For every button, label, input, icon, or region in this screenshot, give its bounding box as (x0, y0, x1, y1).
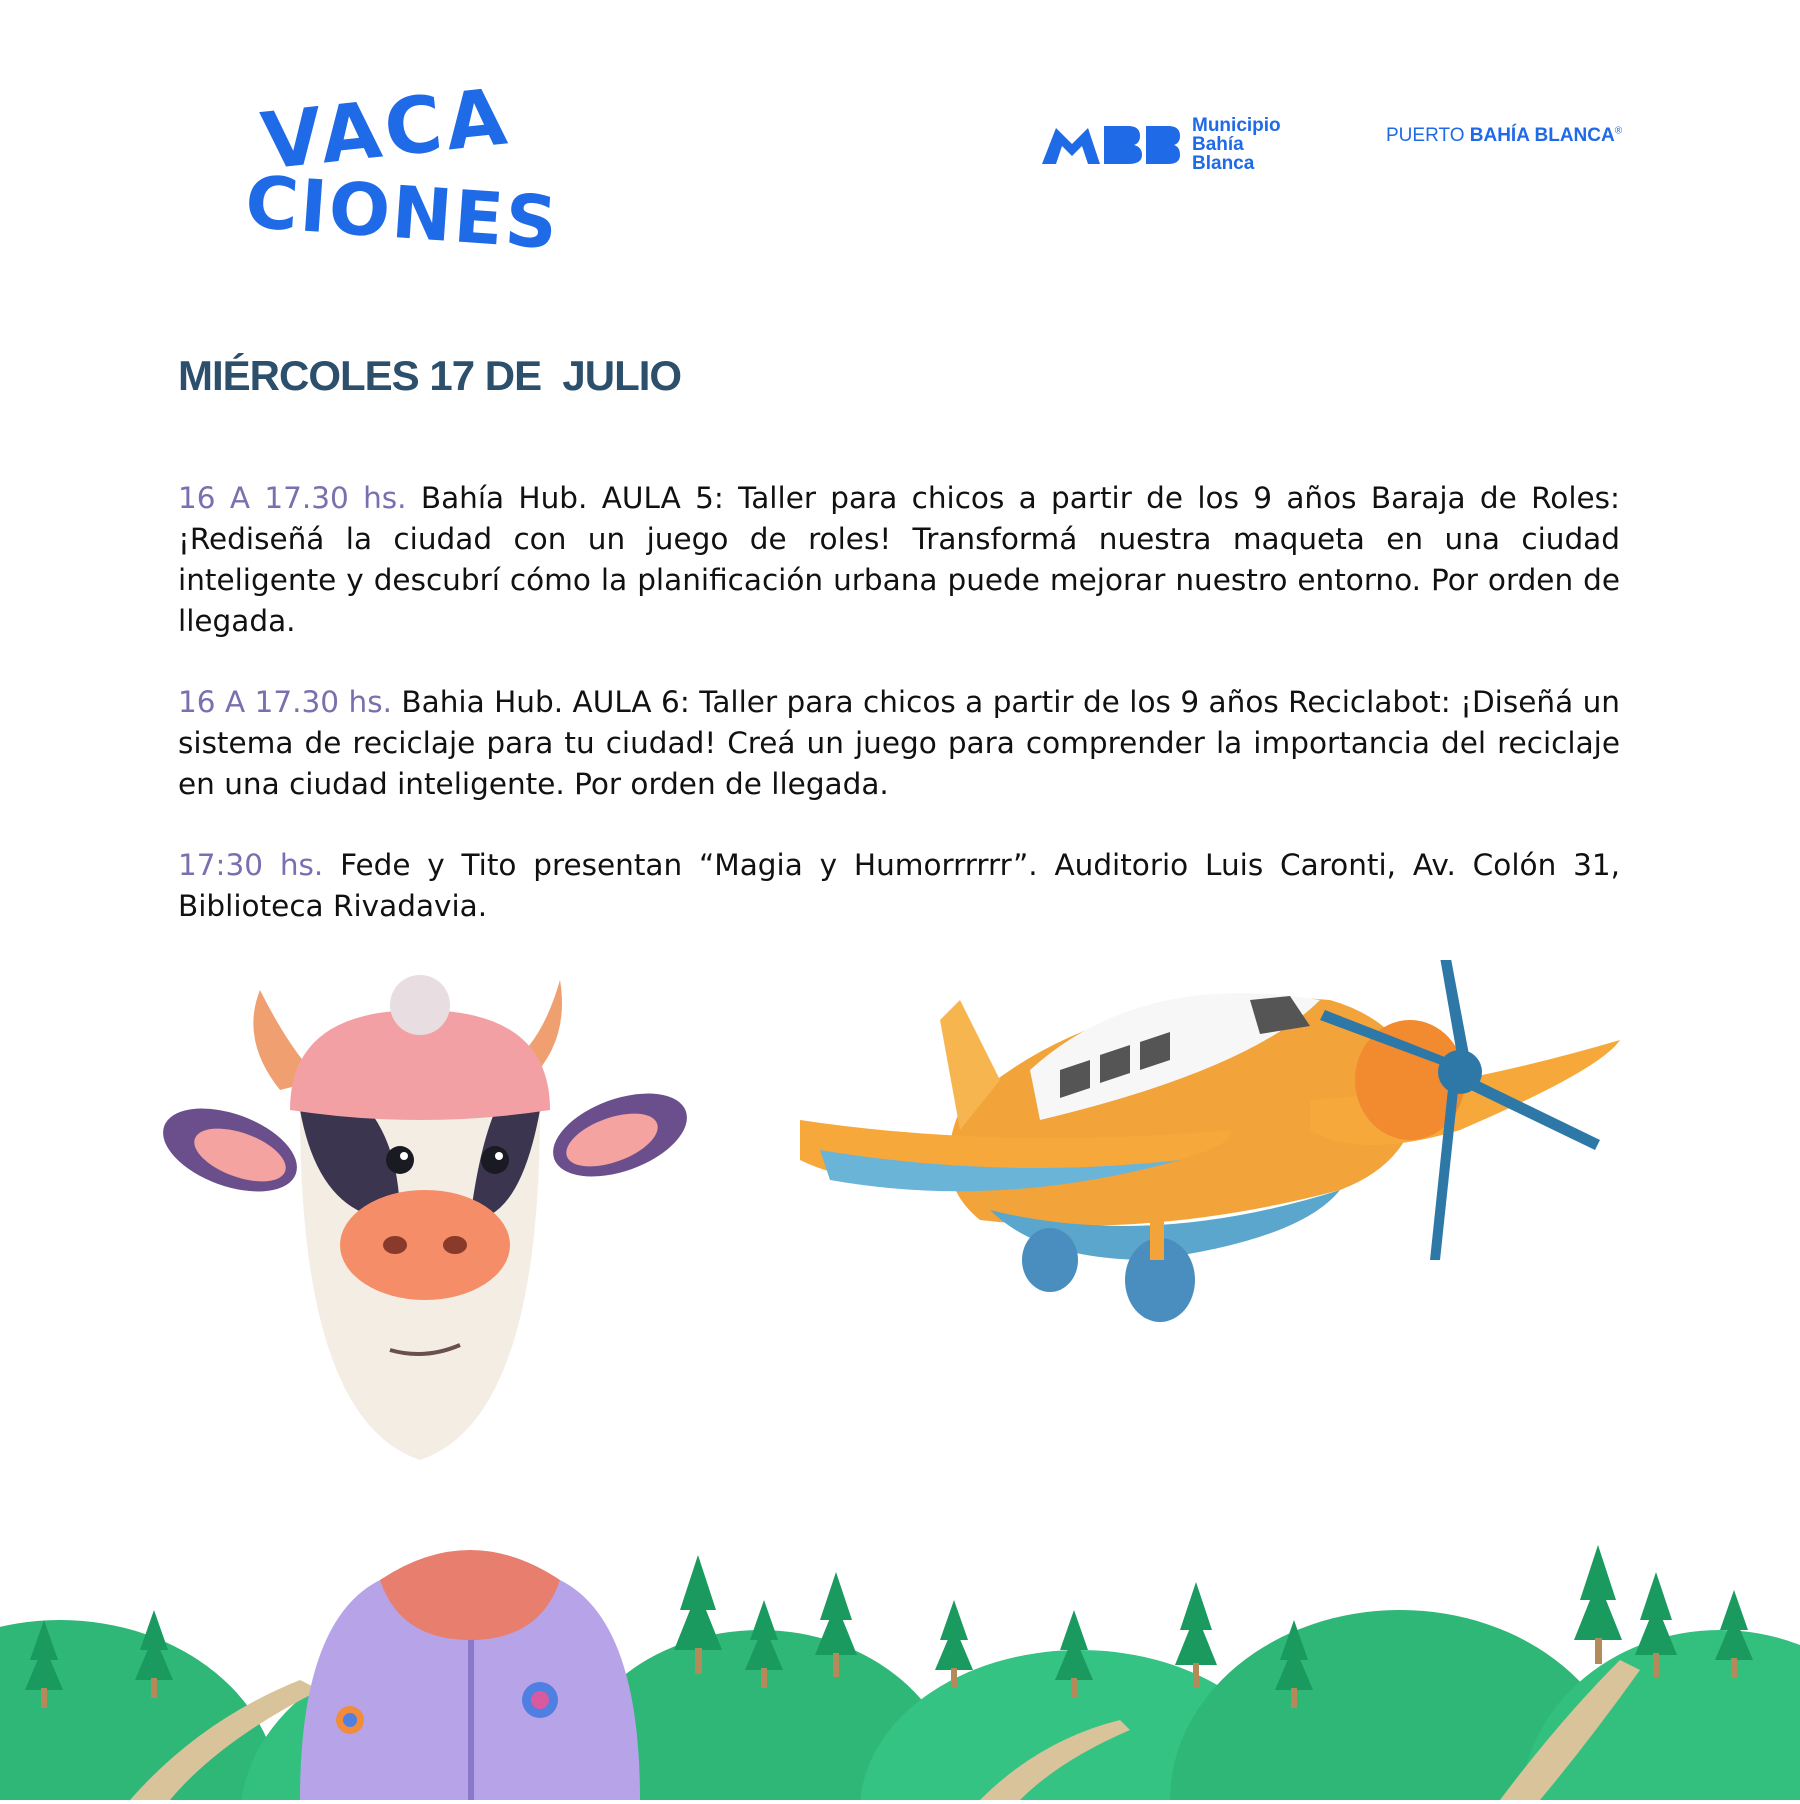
event-description: Fede y Tito presentan “Magia y Humorrrrrr”. Auditorio Luis Caronti, Av. Colón 31, Biblioteca Rivadavia. (178, 848, 1620, 923)
event-list (178, 478, 1620, 967)
puerto-light-text: PUERTO (1386, 125, 1470, 146)
registered-mark: ® (1614, 125, 1623, 137)
event-time: 17:30 hs. (178, 848, 324, 882)
vacaciones-line1: VACA (257, 72, 515, 188)
illustration (0, 960, 1800, 1800)
event-description: Bahia Hub. AULA 6: Taller para chicos a partir de los 9 años Reciclabot: ¡Diseñá un sistema de reciclaje para tu ciudad! Creá un juego para comprender la importancia del reciclaje en una ciudad inteligente. Por orden de llegada. (178, 685, 1620, 801)
cow-character-illustration (152, 975, 698, 1800)
puerto-logo (1386, 125, 1622, 147)
event-time: 16 A 17.30 hs. (178, 481, 407, 515)
event-item (178, 845, 1620, 927)
event-item (178, 682, 1620, 805)
municipio-line1: Municipio (1192, 115, 1281, 136)
mbb-monogram-icon (1042, 124, 1180, 166)
date-title: MIÉRCOLES 17 DE JULIO (178, 352, 682, 399)
municipio-line3: Blanca (1192, 153, 1255, 174)
airplane-illustration (800, 960, 1620, 1322)
hills-illustration (0, 1610, 1800, 1800)
vacaciones-logo (242, 72, 562, 266)
event-time: 16 A 17.30 hs. (178, 685, 392, 719)
puerto-bold-text: BAHÍA BLANCA (1469, 125, 1615, 146)
event-item (178, 478, 1620, 642)
municipio-line2: Bahía (1192, 134, 1244, 155)
vacaciones-line2: CIONES (242, 159, 562, 266)
event-description: Bahía Hub. AULA 5: Taller para chicos a partir de los 9 años Baraja de Roles: ¡Rediseñá la ciudad con un juego de roles! Transformá nuestra maqueta en una ciudad inteligente y descubrí cómo la planificación urbana puede mejorar nuestro entorno. Por orden de llegada. (178, 481, 1620, 638)
municipio-logo (1042, 116, 1281, 173)
